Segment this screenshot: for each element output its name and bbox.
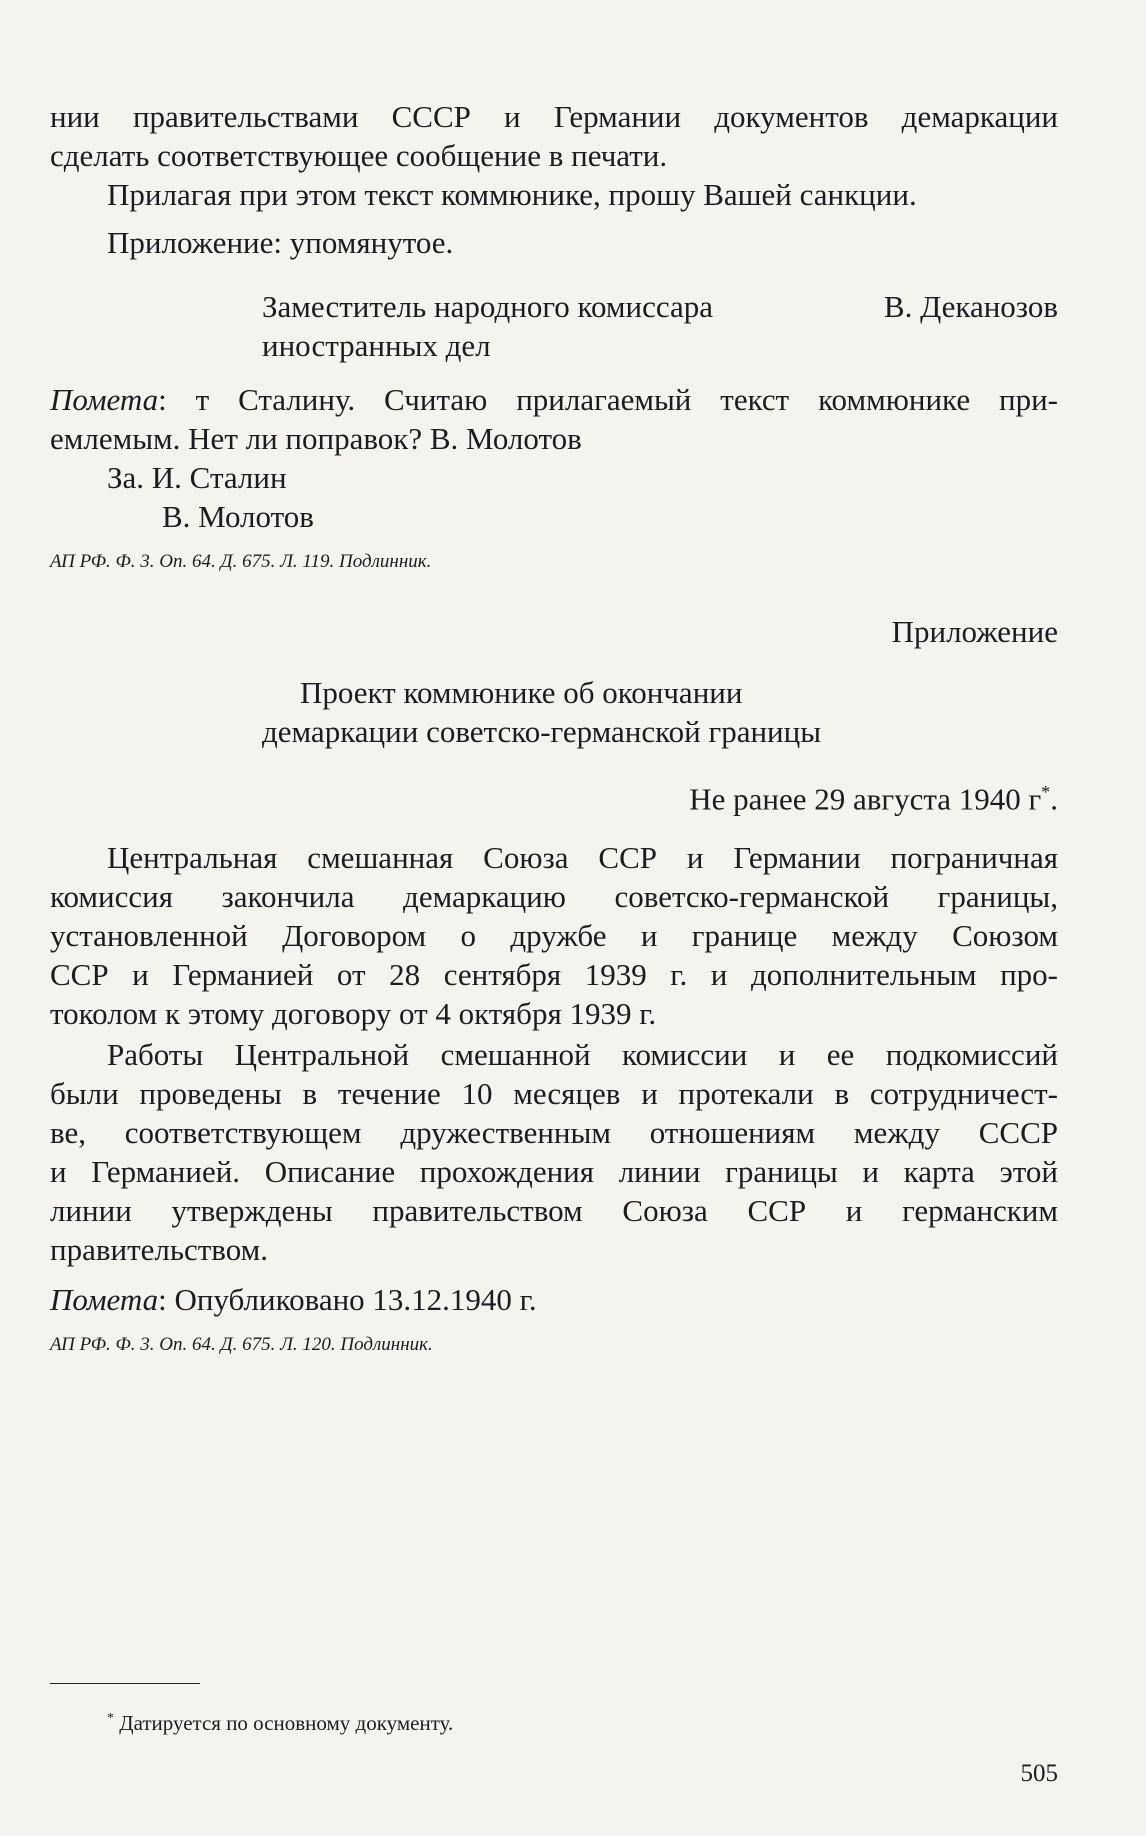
attachment-line: Приложение: упомянутое.: [107, 225, 454, 260]
note-1-line-4: В. Молотов: [162, 499, 314, 534]
appendix-label: Приложение: [891, 614, 1058, 649]
note-2: [50, 1280, 1058, 1319]
signature-name: В. Деканозов: [883, 289, 1058, 324]
para-1-line-5: токолом к этому договору от 4 октября 1939 г.: [50, 996, 657, 1031]
archive-source-2: АП РФ. Ф. 3. Оп. 64. Д. 675. Л. 120. Подлинник.: [50, 1334, 433, 1355]
para-2-line-3: ве, соответствующем дружественным отношениям между СССР: [50, 1115, 1058, 1150]
footnote-ref-mark: *: [1041, 782, 1051, 802]
signature-title-line-2: иностранных дел: [262, 328, 491, 363]
footnote-text: Датируется по основному документу.: [119, 1711, 454, 1735]
para-1-line-3: установленной Договором о дружбе и границе между Союзом: [50, 918, 1058, 953]
note-1-text: : т Сталину. Считаю прилагаемый текст коммюнике при-: [158, 382, 1058, 417]
date-line: Не ранее 29 августа 1940 г*.: [689, 781, 1058, 817]
footnote: [107, 1706, 1007, 1736]
note-2-label: Помета: [50, 1282, 159, 1317]
para-2-line-1: Работы Центральной смешанной комиссии и ее подкомиссий: [107, 1037, 1058, 1072]
para-2-line-2: были проведены в течение 10 месяцев и протекали в сотрудничест-: [50, 1076, 1058, 1111]
appendix-title-line-1: Проект коммюнике об окончании: [300, 675, 743, 710]
appendix-title-line-2: демаркации советско-германской границы: [262, 714, 822, 749]
note-1-line-1: [50, 380, 1058, 419]
para-2-line-5: линии утверждены правительством Союза ССР и германским: [50, 1193, 1058, 1228]
intro-line-1: нии правительствами СССР и Германии документов демаркации: [50, 99, 1058, 134]
note-2-text: : Опубликовано 13.12.1940 г.: [158, 1282, 537, 1317]
page-number: 505: [1020, 1760, 1058, 1787]
archive-source-1: АП РФ. Ф. 3. Оп. 64. Д. 675. Л. 119. Подлинник.: [50, 551, 432, 572]
para-1-line-4: ССР и Германией от 28 сентября 1939 г. и дополнительным про-: [50, 957, 1058, 992]
note-1-label: Помета: [50, 382, 159, 417]
footnote-mark: *: [107, 1711, 114, 1726]
footnote-divider: [50, 1683, 200, 1684]
request-line: Прилагая при этом текст коммюнике, прошу Вашей санкции.: [107, 177, 917, 212]
para-2-line-4: и Германией. Описание прохождения линии границы и карта этой: [50, 1154, 1058, 1189]
signature-title-line-1: Заместитель народного комиссара: [262, 289, 714, 324]
note-1-line-2: емлемым. Нет ли поправок? В. Молотов: [50, 421, 582, 456]
intro-line-2: сделать соответствующее сообщение в печати.: [50, 138, 668, 173]
para-2-line-6: правительством.: [50, 1232, 268, 1267]
date-text: Не ранее 29 августа 1940 г: [689, 781, 1042, 817]
note-1-line-3: За. И. Сталин: [107, 460, 287, 495]
para-1-line-1: Центральная смешанная Союза ССР и Германии пограничная: [107, 840, 1058, 875]
para-1-line-2: комиссия закончила демаркацию советско-германской границы,: [50, 879, 1058, 914]
